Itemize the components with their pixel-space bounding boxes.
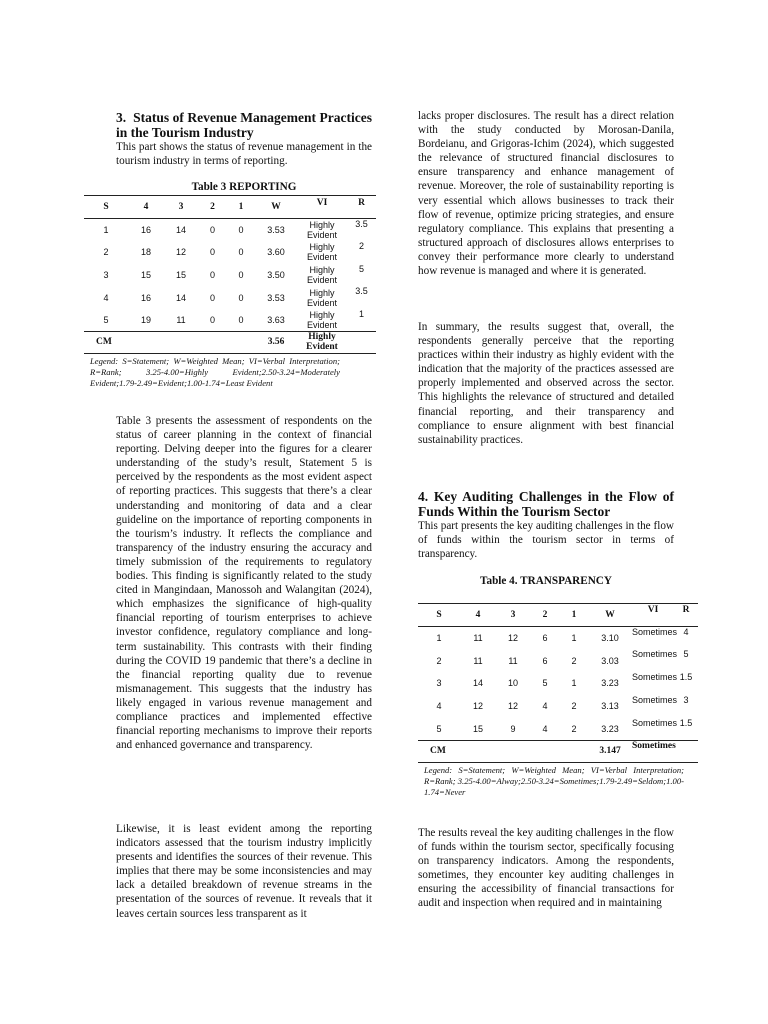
table-cell: 9 [510, 723, 516, 734]
table-cell: 3 [436, 678, 442, 689]
table-cell: 2 [571, 723, 577, 734]
table-row [418, 695, 698, 718]
cm-label: CM [430, 746, 446, 757]
table-cell: 15 [140, 269, 151, 280]
right-paragraph-1: lacks proper disclosures. The result has a direct relation with the study conducted by Morosan-Danila, Bordeianu, and Grigoras-Ichim (2024), which suggested the relevance of structured financial disclosures to ensure transparency and enhance management of revenue. Moreover, the role of sustainability reporting is very essential which allows businesses to track their flow of revenue, optimize pricing strategies, and ensure regulatory compliance. This explains that presenting a structured approach of disclosures allows enterprises to convey their performance more clearly to understand how revenue is managed and where it is generated. [418, 110, 674, 278]
table-cell: 11 [176, 314, 186, 325]
table-cell: Highly Evident [306, 264, 338, 285]
table-4 [418, 603, 698, 763]
table-cell: 6 [542, 633, 548, 644]
table-cell: 3 [103, 269, 109, 280]
table-cell: Sometimes [632, 672, 678, 683]
table-row [84, 219, 376, 242]
table-cell: 0 [209, 247, 215, 258]
section-3-intro: This part shows the status of revenue management in the tourism industry in terms of reporting. [116, 141, 372, 168]
table-4-header-2: 2 [542, 610, 548, 620]
table-cell: 2 [103, 247, 109, 258]
table-cell: 4 [103, 292, 109, 303]
table-cell: 1.5 [679, 717, 693, 728]
table-cell: 3.53 [267, 225, 285, 236]
table-cell: 12 [175, 247, 186, 258]
table-cell: 3.23 [601, 678, 619, 689]
table-cell: 0 [209, 314, 215, 325]
table-cell: 3 [683, 694, 689, 705]
cm-verbal-interpretation: Highly Evident [306, 332, 338, 353]
table-cell: 5 [103, 314, 109, 325]
cm-verbal-interpretation: Sometimes [632, 740, 676, 751]
table-3-header-4: 4 [143, 202, 149, 212]
table-row [418, 672, 698, 695]
table-cell: 6 [542, 655, 548, 666]
table-cell: 3.10 [601, 633, 619, 644]
table-cell: 3.63 [267, 314, 285, 325]
table-row [418, 627, 698, 650]
table-cell: Highly Evident [306, 309, 338, 330]
table-4-header-vi: VI [647, 605, 659, 615]
table-cell: 18 [140, 247, 151, 258]
table-cell: 5 [358, 263, 364, 274]
table-4-caption: Table 4. TRANSPARENCY [480, 575, 612, 587]
cm-label: CM [96, 337, 112, 348]
table-cell: 15 [175, 269, 186, 280]
table-row [84, 286, 376, 309]
table-cell: 2 [436, 655, 442, 666]
table-cell: Sometimes [632, 627, 678, 637]
table-cell: 3.53 [267, 292, 285, 303]
table-4-header-3: 3 [510, 610, 516, 620]
table-row [418, 718, 698, 741]
table-cell: 11 [473, 633, 483, 644]
left-paragraph-1: Table 3 presents the assessment of respondents on the status of career planning in the context of financial reporting. Delving deeper into the figures for a clearer understanding of the study’s result, Statement 5 is perceived by the respondents as the most evident aspect of reporting practices. This suggests that there’s a clear understanding and monitoring of data and a clear guideline on the importance of reporting components in the tourism’s industry. It reflects the compliance and transparency of the industry ensuring the accuracy and timely submission of the requirements to regulatory bodies. This finding is significantly related to the study cited in Mangindaan, Manossoh and Walangitan (2024), which emphasizes the significance of high-quality financial reporting of tourism enterprises to achieve investor confidence, regulatory compliance and long-term sustainability. This contrasts with their finding during the COVID 19 pandemic that there’s a decline in the financial reporting quality due to revenue mismanagement. This suggests that the industry has likely engaged in various revenue management and compliance practices and implemented effective financial reporting mechanisms to improve their reports and enhanced governance and transparency. [116, 415, 372, 752]
table-cell: 16 [140, 225, 151, 236]
table-3-header-r: R [358, 198, 365, 208]
left-paragraph-2: Likewise, it is least evident among the reporting indicators assessed that the tourism industry implicitly presents and identifies the sources of their revenue. This implies that there may be some inconsistencies and may lack a detailed breakdown of revenue streams in the presentation of the sources of revenue. It reveals that it leaves certain sources less transparent as it [116, 823, 372, 920]
table-3-header-w: W [271, 202, 281, 212]
table-cell: 11 [508, 655, 518, 666]
table-3-header-vi: VI [316, 198, 328, 208]
table-3-header-s: S [103, 202, 109, 212]
table-cell: 19 [140, 314, 151, 325]
table-row [84, 264, 376, 287]
table-4-header-w: W [605, 610, 615, 620]
table-row [418, 649, 698, 672]
table-cell: 0 [238, 225, 244, 236]
table-cell: Sometimes [632, 694, 678, 705]
table-3 [84, 195, 376, 354]
right-paragraph-3: The results reveal the key auditing challenges in the flow of funds within the tourism sector, specifically focusing on transparency indicators. Among the respondents, sometimes, they encounter key auditing challenges in ensuring the accessibility of financial transactions for audit and inspection when required and in maintaining [418, 827, 674, 910]
table-cell: 0 [209, 225, 215, 236]
table-3-header-2: 2 [210, 202, 215, 212]
cm-weighted-mean: 3.56 [267, 337, 285, 348]
table-cell: 3.5 [355, 219, 368, 229]
table-cell: 0 [238, 269, 244, 280]
table-cell: 1 [358, 308, 364, 319]
table-cell: 3.13 [601, 701, 619, 712]
cm-weighted-mean: 3.147 [599, 746, 621, 757]
table-cell: 0 [238, 247, 244, 258]
table-3-header-1: 1 [238, 202, 244, 212]
section-4-heading: 4. Key Auditing Challenges in the Flow of Funds Within the Tourism Sector [418, 489, 674, 519]
table-4-header-r: R [682, 605, 690, 615]
table-cell: 3.60 [267, 247, 285, 258]
table-row [84, 241, 376, 264]
table-3-caption: Table 3 REPORTING [191, 181, 297, 193]
table-cell: 14 [175, 292, 186, 303]
table-cell: 11 [473, 655, 483, 666]
table-cell: 3.5 [355, 286, 368, 297]
table-row [84, 309, 376, 332]
table-cell: 16 [140, 292, 151, 303]
table-cell: 12 [472, 701, 483, 712]
table-cell: 0 [238, 314, 244, 325]
table-cell: 12 [507, 701, 518, 712]
table-cell: 2 [358, 241, 364, 252]
table-cell: 0 [209, 292, 215, 303]
table-4-header-4: 4 [475, 610, 481, 620]
section-4-intro: This part presents the key auditing challenges in the flow of funds within the tourism sector in terms of transparency. [418, 520, 674, 561]
table-cell: 4 [542, 701, 548, 712]
table-cell: 0 [238, 292, 244, 303]
table-cell: 4 [683, 627, 689, 637]
table-cell: 12 [507, 633, 518, 644]
table-cell: 10 [507, 678, 518, 689]
table-cell: 2 [571, 701, 577, 712]
table-3-header-3: 3 [178, 202, 184, 212]
table-cell: 3.03 [601, 655, 619, 666]
table-cell: 4 [436, 701, 442, 712]
table-3-cm-row [84, 331, 376, 353]
table-cell: Sometimes [632, 717, 678, 728]
table-3-legend: Legend: S=Statement; W=Weighted Mean; VI=Verbal Interpretation; R=Rank; 3.25-4.00=Highly Evident;2.50-3.24=Moderately Evident;1.79-2.49=Evident;1.00-1.74=Least Evident [90, 356, 340, 388]
table-cell: 2 [571, 655, 577, 666]
table-cell: 5 [542, 678, 548, 689]
table-cell: 1 [571, 633, 577, 644]
table-cell: Sometimes [632, 649, 678, 660]
table-cell: 1.5 [679, 672, 693, 683]
table-cell: 3.50 [267, 269, 285, 280]
table-cell: 0 [209, 269, 215, 280]
table-4-legend: Legend: S=Statement; W=Weighted Mean; VI=Verbal Interpretation; R=Rank; 3.25-4.00=Alway;2.50-3.24=Sometimes;1.79-2.49=Seldom;1.00-1.74=Never [424, 765, 684, 797]
table-cell: 1 [103, 225, 109, 236]
table-cell: 14 [175, 225, 186, 236]
table-cell: 4 [542, 723, 548, 734]
table-cell: Highly Evident [306, 242, 338, 263]
table-cell: 14 [472, 678, 483, 689]
table-cell: 1 [571, 678, 577, 689]
table-cell: 5 [436, 723, 442, 734]
table-cell: Highly Evident [306, 220, 338, 241]
table-cell: 5 [683, 649, 689, 660]
table-cell: 1 [436, 633, 442, 644]
right-paragraph-2: In summary, the results suggest that, overall, the respondents generally perceive that the reporting practices within their industry as highly evident with the indication that the majority of the practices assessed are properly implemented and observed across the sector. This highlights the relevance of structured and detailed financial reporting, and their transparency and compliance to ensure alignment with best financial sustainability practices. [418, 321, 674, 446]
table-cell: 3.23 [601, 723, 619, 734]
table-4-header-s: S [436, 610, 442, 620]
table-4-cm-row [418, 740, 698, 762]
table-4-header-1: 1 [571, 610, 577, 620]
table-cell: 15 [472, 723, 483, 734]
table-cell: Highly Evident [306, 287, 338, 308]
section-3-heading: 3. Status of Revenue Management Practices in the Tourism Industry [116, 110, 372, 140]
